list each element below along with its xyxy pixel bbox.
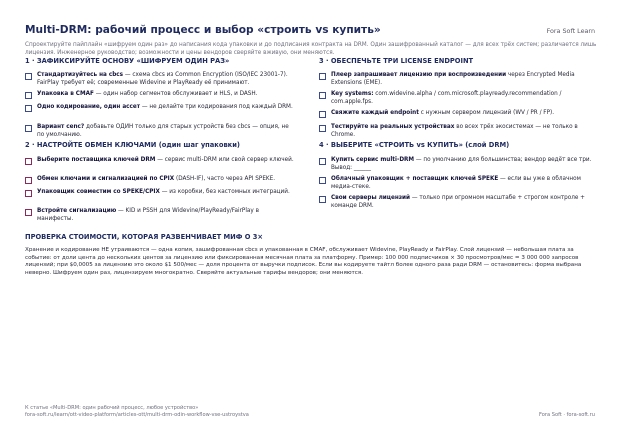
section-2-heading: 2 · НАСТРОЙТЕ ОБМЕН КЛЮЧАМИ (один шаг упаковки): [25, 141, 240, 149]
checkbox[interactable]: [319, 158, 326, 165]
page-title: Multi-DRM: рабочий процесс и выбор «строить vs купить»: [25, 24, 381, 36]
cost-check-heading: ПРОВЕРКА СТОИМОСТИ, КОТОРАЯ РАЗВЕНЧИВАЕТ МИФ О 3×: [25, 233, 264, 241]
brand-label: Fora Soft Learn: [546, 27, 595, 35]
checklist-item: [25, 104, 297, 112]
item-text: Обмен ключами и сигнализацией по CPIX (DASH-IF), часто через API SPEKE.: [37, 176, 276, 182]
checklist-item: [319, 91, 597, 106]
item-text: Свои серверы лицензий — только при огромном масштабе + строгом контроле + команде DRM.: [331, 195, 585, 209]
item-text: Купить сервис multi-DRM — по умолчанию для большинства; вендор ведёт все три. Вывод: ______: [331, 157, 592, 171]
item-text: Вариант cenc? добавьте ОДИН только для старых устройств без cbcs — опция, не по умолчанию.: [37, 124, 289, 138]
footer-brand: Fora Soft · fora-soft.ru: [539, 412, 595, 418]
checkbox[interactable]: [25, 125, 32, 132]
checklist-item: [319, 110, 597, 118]
checklist-item: [25, 176, 297, 184]
item-text: Стандартизуйтесь на cbcs — схема cbcs из Common Encryption (ISO/IEC 23001-7). FairPlay требует её; современные Widevine и PlayReady её принимают.: [37, 72, 288, 86]
checklist-item: [25, 124, 297, 139]
item-text: Key systems: com.widevine.alpha / com.microsoft.playready.recommendation / com.apple.fps.: [331, 91, 562, 105]
item-text: Облачный упаковщик + поставщик ключей SPEKE — если вы уже в облачном медиа-стеке.: [331, 176, 581, 190]
checklist-item: [319, 124, 597, 139]
item-text: Встройте сигнализацию — KID и PSSH для Widevine/PlayReady/FairPlay в манифесты.: [37, 208, 259, 222]
item-text: Свяжите каждый endpoint с нужным сервером лицензий (WV / PR / FP).: [331, 110, 555, 116]
item-text: Плеер запрашивает лицензию при воспроизведении через Encrypted Media Extensions (EME).: [331, 72, 575, 86]
section-4-heading: 4 · ВЫБЕРИТЕ «СТРОИТЬ vs КУПИТЬ» (слой DRM): [319, 141, 510, 149]
checkbox[interactable]: [25, 177, 32, 184]
footer-article-title: К статье «Multi-DRM: один рабочий процесс, любое устройство»: [25, 405, 199, 411]
page-header: [25, 24, 595, 42]
item-text: Упаковщик совместим со SPEKE/CPIX — из коробки, без кастомных интеграций.: [37, 189, 290, 195]
checklist-item: [319, 72, 597, 87]
checklist-item: [319, 176, 597, 191]
checkbox[interactable]: [25, 92, 32, 99]
checkbox[interactable]: [319, 92, 326, 99]
section-3-heading: 3 · ОБЕСПЕЧЬТЕ ТРИ LICENSE ENDPOINT: [319, 57, 474, 65]
checkbox[interactable]: [25, 73, 32, 80]
footer-article-ref: [25, 405, 249, 419]
checkbox[interactable]: [319, 125, 326, 132]
cost-check-body: Хранение и кодирование НЕ утраиваются — одна копия, зашифрованная cbcs и упакованная в CMAF, обслуживает Widevine, PlayReady и FairPlay. Слой лицензий — небольшая плата за событие: от доли цента до нескольких центов за лицензию или фиксированная месячная плата за платформу. Пример: 100 000 подписчиков × 30 просмотров/мес = 3 000 000 запросов лицензий; при $0,0005 за лицензию это около $1 500/мес — доля процента от выручки подписок. Если вы кодируете тайтл более одного раза ради DRM — остановитесь: форма выбрана неверно. Шифруем один раз, лицензируем многократно. Сверяйте актуальные тарифы вендоров; они меняются.: [25, 247, 582, 277]
checklist-item: [25, 208, 297, 223]
checkbox[interactable]: [319, 196, 326, 203]
footer-article-url[interactable]: fora-soft.ru/learn/ott-video-platform/articles-ott/multi-drm-odin-workflow-vse-ustroystva: [25, 412, 249, 419]
item-text: Одно кодирование, один ассет — не делайте три кодирования под каждый DRM.: [37, 104, 293, 110]
checkbox[interactable]: [25, 209, 32, 216]
checkbox[interactable]: [319, 177, 326, 184]
checkbox[interactable]: [319, 111, 326, 118]
checklist-item: [25, 157, 297, 165]
checkbox[interactable]: [25, 105, 32, 112]
checkbox[interactable]: [319, 73, 326, 80]
item-text: Тестируйте на реальных устройствах во всех трёх экосистемах — не только в Chrome.: [331, 124, 578, 138]
checkbox[interactable]: [25, 190, 32, 197]
checklist-item: [25, 91, 297, 99]
checklist-item: [319, 157, 597, 172]
item-text: Упаковка в CMAF — один набор сегментов обслуживает и HLS, и DASH.: [37, 91, 258, 97]
page-subtitle: Спроектируйте пайплайн «шифруем один раз» до написания кода упаковки и до подписания контракта на DRM. Один зашифрованный каталог — для всех трёх систем; различается лишь лицензия. Инженерное руководство; возможности и цены вендоров сверяйте вживую, они меняются.: [25, 42, 597, 56]
checkbox[interactable]: [25, 158, 32, 165]
checklist-item: [25, 72, 297, 87]
checklist-item: [25, 189, 297, 197]
item-text: Выберите поставщика ключей DRM — сервис multi-DRM или свой сервер ключей.: [37, 157, 294, 163]
checklist-item: [319, 195, 597, 210]
section-1-heading: 1 · ЗАФИКСИРУЙТЕ ОСНОВУ «ШИФРУЕМ ОДИН РАЗ»: [25, 57, 230, 65]
